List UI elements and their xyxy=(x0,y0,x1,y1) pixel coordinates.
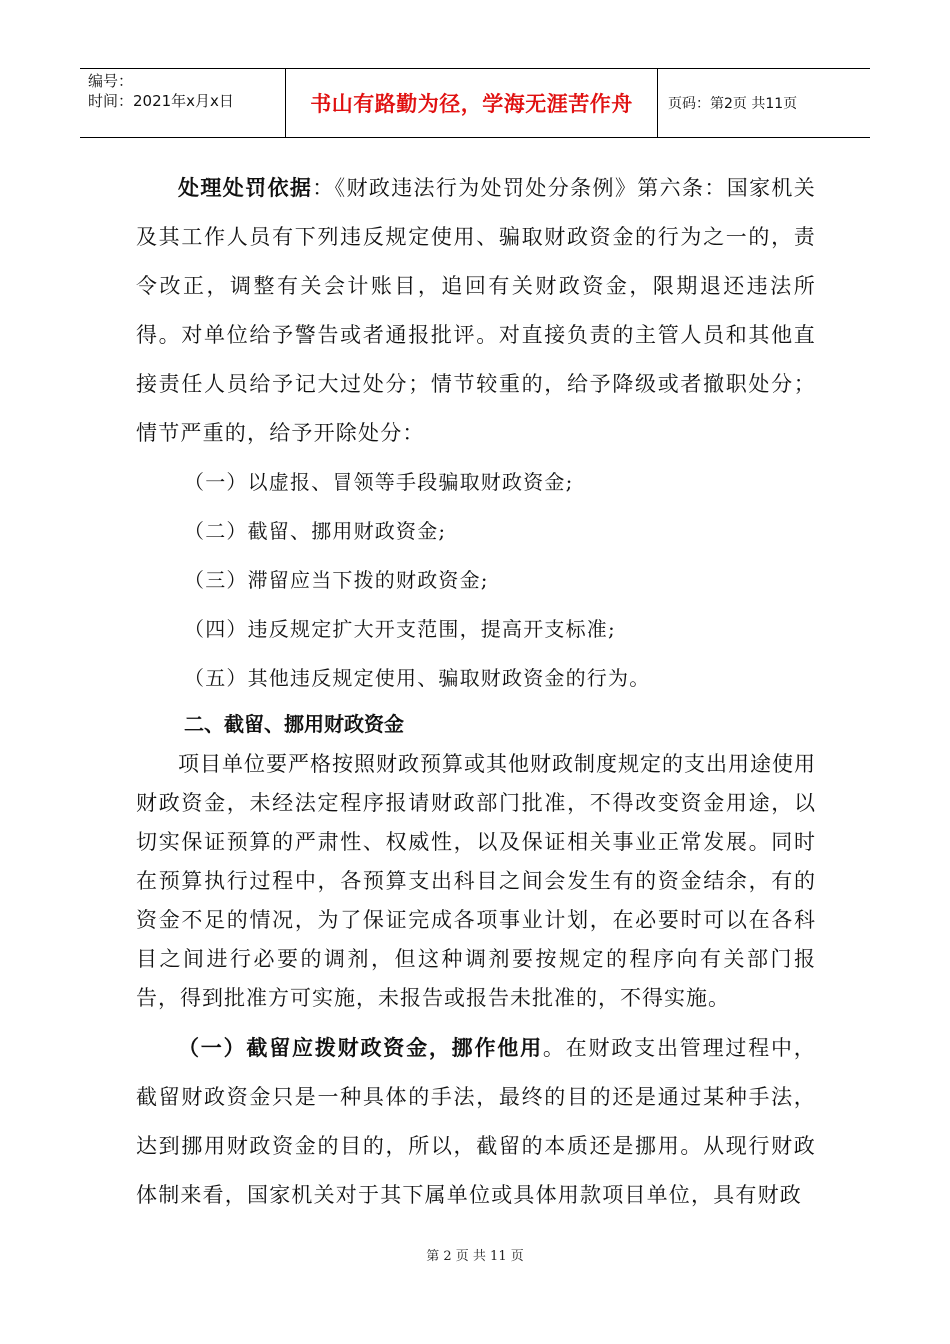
number-label: 编号： xyxy=(88,72,134,90)
basis-text: ：《财政违法行为处罚处分条例》第六条：国家机关及其工作人员有下列违反规定使用、骗取财政资金的行为之一的，责令改正，调整有关会计账目，追回有关财政资金，限期退还违法所得。对单位给予警告或者通报批评。对直接负责的主管人员和其他直接责任人员给予记大过处分；情节较重的，给予降级或者撤职处分；情节严重的，给予开除处分： xyxy=(136,176,816,445)
section-paragraph: 项目单位要严格按照财政预算或其他财政制度规定的支出用途使用财政资金，未经法定程序报请财政部门批准，不得改变资金用途，以切实保证预算的严肃性、权威性，以及保证相关事业正常发展。同时在预算执行过程中，各预算支出科目之间会发生有的资金结余，有的资金不足的情况，为了保证完成各项事业计划，在必要时可以在各科目之间进行必要的调剂，但这种调剂要按规定的程序向有关部门报告，得到批准方可实施，未报告或报告未批准的，不得实施。 xyxy=(136,752,816,1010)
time-label: 时间：2021年x月x日 xyxy=(88,92,234,110)
header-motto: 书山有路勤为径，学海无涯苦作舟 xyxy=(286,69,658,137)
header-meta xyxy=(80,69,286,137)
basis-paragraph xyxy=(136,164,816,458)
sub-heading: （一）截留应拨财政资金，挪作他用 xyxy=(178,1036,543,1060)
document-body xyxy=(136,164,816,1220)
list-item: （三）滞留应当下拨的财政资金; xyxy=(184,568,489,592)
sub-paragraph xyxy=(136,1024,816,1220)
header-page-info: 页码：第2页 共11页 xyxy=(668,96,798,112)
page-header xyxy=(80,68,870,138)
list-item: （二）截留、挪用财政资金; xyxy=(184,519,447,543)
page-footer: 第 2 页 共 11 页 xyxy=(426,1249,524,1264)
section-heading: 二、截留、挪用财政资金 xyxy=(184,712,404,736)
basis-label: 处理处罚依据 xyxy=(178,176,313,200)
list-item: （五）其他违反规定使用、骗取财政资金的行为。 xyxy=(184,666,651,690)
list-item: （四）违反规定扩大开支范围，提高开支标准; xyxy=(184,617,616,641)
list-item: （一）以虚报、冒领等手段骗取财政资金; xyxy=(184,470,574,494)
sub-text: 。在财政支出管理过程中，截留财政资金只是一种具体的手法，最终的目的还是通过某种手法，达到挪用财政资金的目的，所以，截留的本质还是挪用。从现行财政体制来看，国家机关对于其下属单位或具体用款项目单位，具有财政 xyxy=(136,1036,816,1207)
